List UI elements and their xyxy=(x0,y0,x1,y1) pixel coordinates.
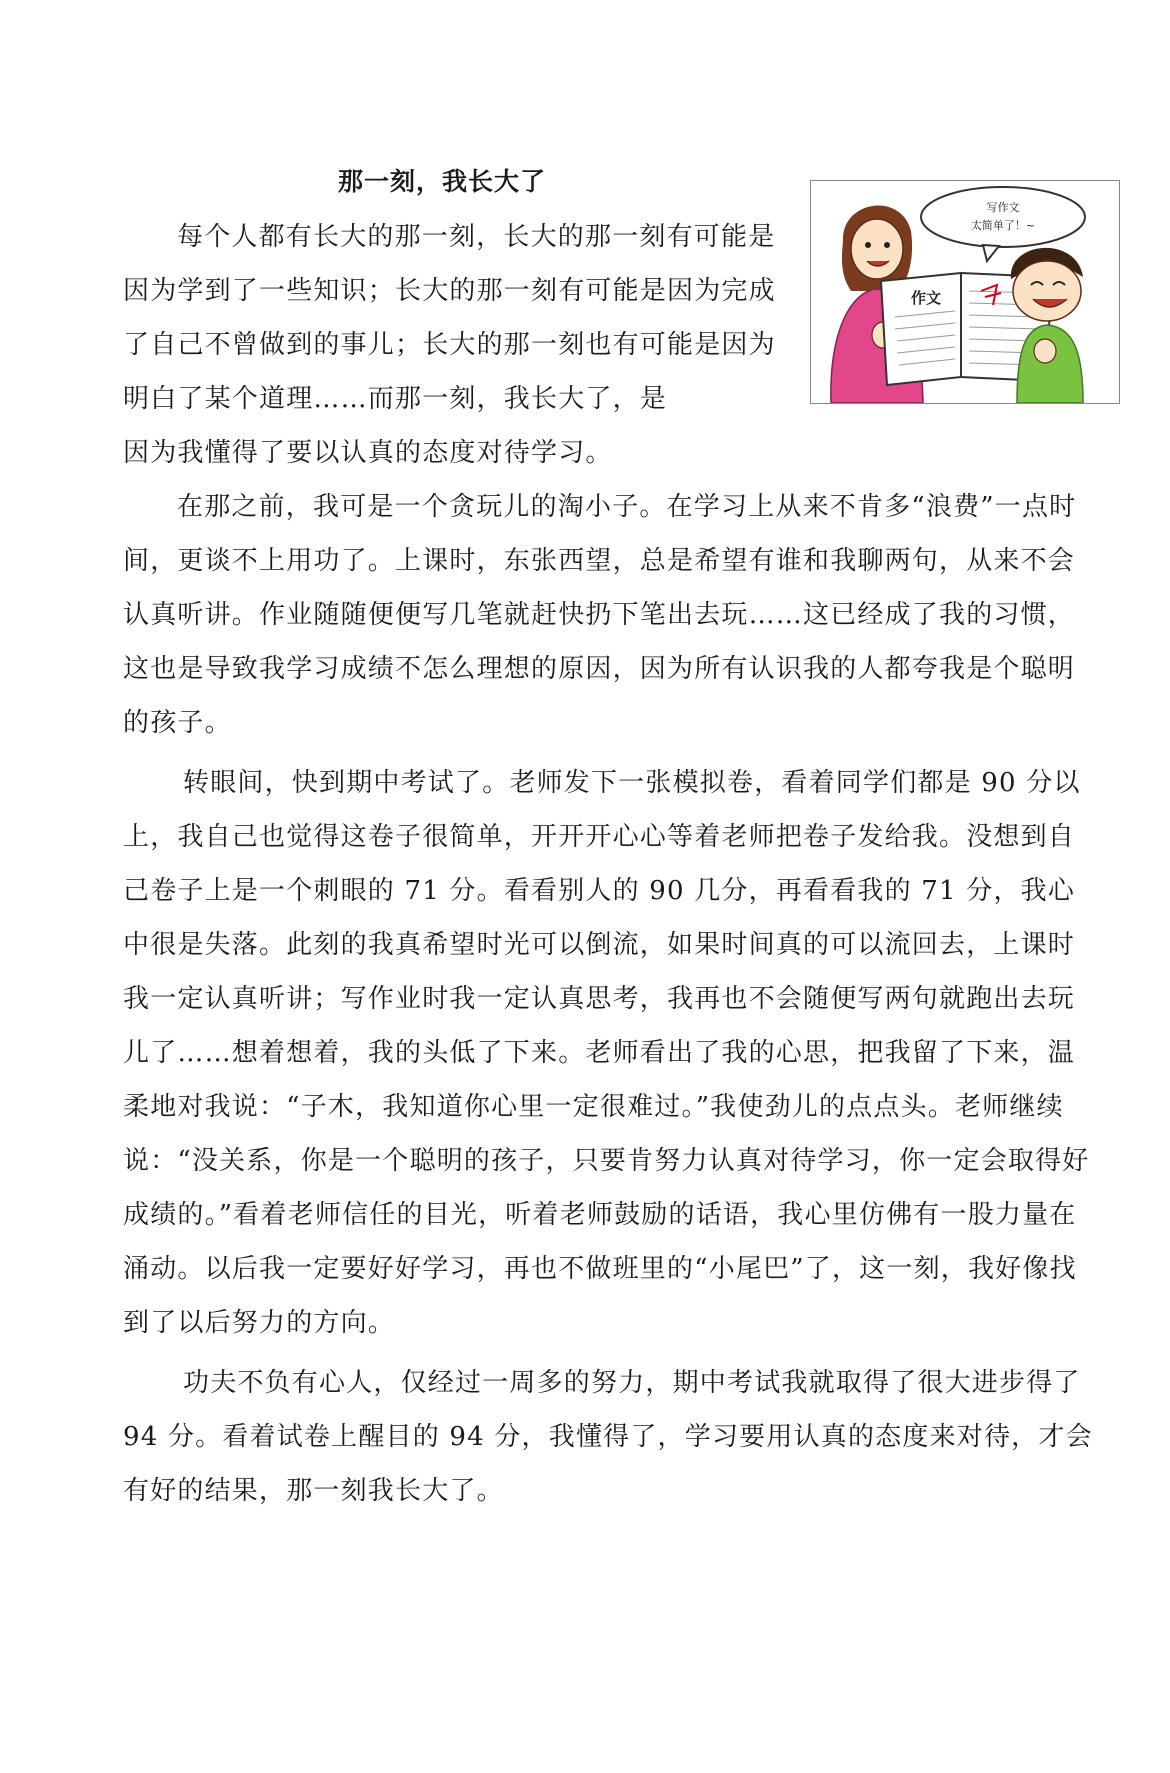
boy-face xyxy=(1013,261,1081,321)
illustration xyxy=(810,180,1120,404)
book-label: 作文 xyxy=(911,289,942,307)
speech-bubble xyxy=(921,187,1085,247)
paragraph-1-continued: 因为我懂得了要以认真的态度对待学习。 xyxy=(123,438,613,468)
paragraph-3: 转眼间，快到期中考试了。老师发下一张模拟卷，看着同学们都是 90 分以上，我自己也觉得这卷子很简单，开开开心心等着老师把卷子发给我。没想到自己卷子上是一个刺眼的 71 分。看看别人的 90 几分，再看看我的 71 分，我心中很是失落。此刻的我真希望时光可以倒流，如果时间真的可以流回去，上课时我一定认真听讲；写作业时我一定认真思考，我再也不会随便写两句就跑出去玩儿了……想着想着，我的头低了下来。老师看出了我的心思，把我留了下来，温柔地对我说：“子木，我知道你心里一定很难过。”我使劲儿的点点头。老师继续说：“没关系，你是一个聪明的孩子，只要肯努力认真对待学习，你一定会取得好成绩的。”看着老师信任的目光，听着老师鼓励的话语，我心里仿佛有一股力量在涌动。以后我一定要好好学习，再也不做班里的“小尾巴”了，这一刻，我好像找到了以后努力的方向。 xyxy=(123,768,1090,1338)
paragraph-2: 在那之前，我可是一个贪玩儿的淘小子。在学习上从来不肯多“浪费”一点时间，更谈不上用功了。上课时，东张西望，总是希望有谁和我聊两句，从来不会认真听讲。作业随随便便写几笔就赶快扔下笔出去玩……这已经成了我的习惯，这也是导致我学习成绩不怎么理想的原因，因为所有认识我的人都夸我是个聪明的孩子。 xyxy=(123,492,1077,738)
essay-title: 那一刻，我长大了 xyxy=(338,167,547,196)
teacher-face xyxy=(851,219,903,279)
bubble-text-line2: 太简单了！~ xyxy=(970,219,1036,232)
paragraph-4: 功夫不负有心人，仅经过一周多的努力，期中考试我就取得了很大进步得了 94 分。看着试卷上醒目的 94 分，我懂得了，学习要用认真的态度来对待，才会有好的结果，那一刻我长大了。 xyxy=(123,1368,1093,1506)
bubble-text-line1: 写作文 xyxy=(986,201,1020,214)
teacher-student-illustration xyxy=(811,181,1119,403)
paragraph-1: 每个人都有长大的那一刻，长大的那一刻有可能是因为学到了一些知识；长大的那一刻有可能是因为完成了自己不曾做到的事儿；长大的那一刻也有可能是因为明白了某个道理……而那一刻，我长大了，是 xyxy=(123,222,776,414)
